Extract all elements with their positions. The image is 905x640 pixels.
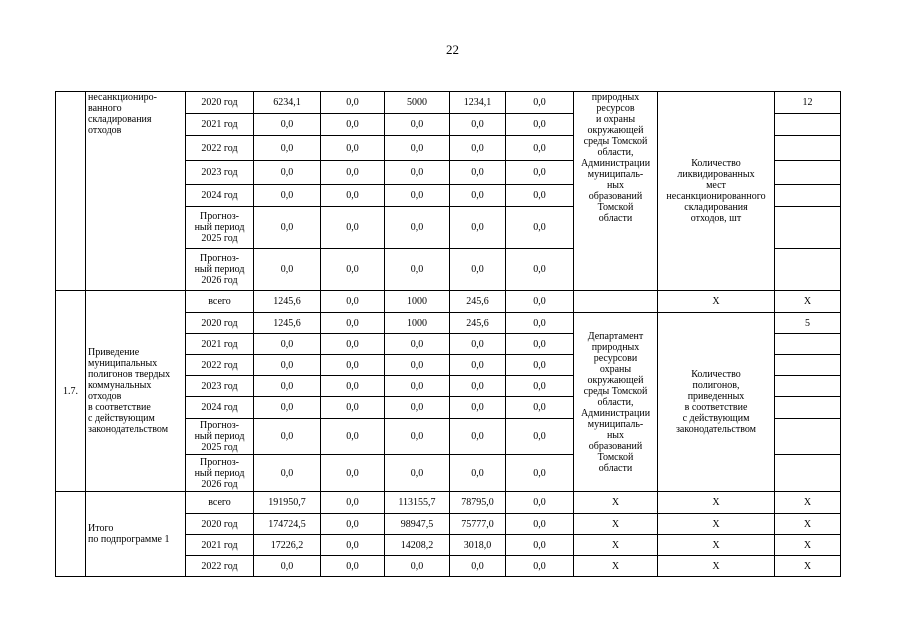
value-cell: 0,0 <box>506 556 574 577</box>
value-cell: 0,0 <box>450 455 506 492</box>
year-cell: всего <box>186 492 254 514</box>
year-cell: 2024 год <box>186 185 254 207</box>
value-cell: 0,0 <box>450 376 506 397</box>
indicator-value-cell <box>775 355 841 376</box>
item-name-cell: несанкциониро- ванного складирования отходов <box>86 92 186 291</box>
value-cell: 0,0 <box>385 334 450 355</box>
year-cell: Прогноз- ный период 2025 год <box>186 207 254 249</box>
value-cell: 0,0 <box>506 492 574 514</box>
value-cell: 0,0 <box>385 355 450 376</box>
value-cell: 0,0 <box>321 334 385 355</box>
year-cell: всего <box>186 291 254 313</box>
x-mark-cell: X <box>775 556 841 577</box>
year-cell: 2020 год <box>186 92 254 114</box>
value-cell: 0,0 <box>450 207 506 249</box>
value-cell: 0,0 <box>254 355 321 376</box>
value-cell: 0,0 <box>506 419 574 455</box>
year-cell: Прогноз- ный период 2026 год <box>186 455 254 492</box>
value-cell: 0,0 <box>321 185 385 207</box>
value-cell: 14208,2 <box>385 535 450 556</box>
value-cell: 0,0 <box>450 136 506 161</box>
page-number: 22 <box>446 42 459 57</box>
value-cell: 0,0 <box>506 535 574 556</box>
year-cell: Прогноз- ный период 2025 год <box>186 419 254 455</box>
value-cell: 0,0 <box>254 455 321 492</box>
indicator-value-cell <box>775 397 841 419</box>
year-cell: 2021 год <box>186 114 254 136</box>
value-cell: 174724,5 <box>254 514 321 535</box>
value-cell: 0,0 <box>321 376 385 397</box>
executor-cell: Департамент природных ресурсови охраны окружающей среды Томской области, Администрации муниципаль- ных образований Томской области <box>574 313 658 492</box>
value-cell: 0,0 <box>321 92 385 114</box>
value-cell: 0,0 <box>450 249 506 291</box>
value-cell: 0,0 <box>321 397 385 419</box>
value-cell: 113155,7 <box>385 492 450 514</box>
value-cell: 0,0 <box>506 514 574 535</box>
value-cell: 0,0 <box>321 355 385 376</box>
value-cell: 0,0 <box>385 455 450 492</box>
value-cell: 17226,2 <box>254 535 321 556</box>
value-cell: 0,0 <box>321 419 385 455</box>
indicator-value-cell: 12 <box>775 92 841 114</box>
x-mark-cell: X <box>658 514 775 535</box>
value-cell: 0,0 <box>254 334 321 355</box>
value-cell: 245,6 <box>450 291 506 313</box>
value-cell: 78795,0 <box>450 492 506 514</box>
value-cell: 1245,6 <box>254 291 321 313</box>
value-cell: 0,0 <box>506 114 574 136</box>
value-cell: 245,6 <box>450 313 506 334</box>
indicator-value-cell: X <box>775 291 841 313</box>
indicator-value-cell <box>775 161 841 185</box>
budget-table <box>55 91 841 577</box>
item-name-cell: Итого по подпрограмме 1 <box>86 492 186 577</box>
value-cell: 0,0 <box>385 419 450 455</box>
year-cell: 2021 год <box>186 535 254 556</box>
value-cell: 0,0 <box>506 355 574 376</box>
value-cell: 75777,0 <box>450 514 506 535</box>
year-cell: 2020 год <box>186 514 254 535</box>
value-cell: 98947,5 <box>385 514 450 535</box>
x-mark-cell: X <box>574 556 658 577</box>
value-cell: 0,0 <box>385 249 450 291</box>
value-cell: 0,0 <box>321 514 385 535</box>
value-cell: 0,0 <box>385 136 450 161</box>
table-row <box>56 492 841 514</box>
value-cell: 0,0 <box>450 355 506 376</box>
value-cell: 0,0 <box>321 161 385 185</box>
x-mark-cell: X <box>658 535 775 556</box>
value-cell: 0,0 <box>506 291 574 313</box>
item-name-cell: Приведение муниципальных полигонов твердых коммунальных отходов в соответствие с действующим законодательством <box>86 291 186 492</box>
x-mark-cell: X <box>775 492 841 514</box>
value-cell: 0,0 <box>506 136 574 161</box>
value-cell: 1000 <box>385 291 450 313</box>
value-cell: 0,0 <box>254 376 321 397</box>
indicator-cell: Количество ликвидированных мест несанкционированного складирования отходов, шт <box>658 92 775 291</box>
year-cell: 2023 год <box>186 376 254 397</box>
indicator-value-cell <box>775 114 841 136</box>
value-cell: 6234,1 <box>254 92 321 114</box>
x-mark-cell: X <box>658 291 775 313</box>
value-cell: 0,0 <box>321 136 385 161</box>
value-cell: 0,0 <box>254 397 321 419</box>
indicator-value-cell <box>775 376 841 397</box>
value-cell: 0,0 <box>506 313 574 334</box>
value-cell: 0,0 <box>506 185 574 207</box>
value-cell: 5000 <box>385 92 450 114</box>
value-cell: 0,0 <box>506 334 574 355</box>
value-cell: 0,0 <box>506 207 574 249</box>
value-cell: 0,0 <box>321 492 385 514</box>
value-cell: 1234,1 <box>450 92 506 114</box>
value-cell: 0,0 <box>450 556 506 577</box>
table-row <box>56 92 841 114</box>
value-cell: 0,0 <box>506 397 574 419</box>
value-cell: 0,0 <box>254 249 321 291</box>
value-cell: 0,0 <box>506 92 574 114</box>
indicator-value-cell <box>775 207 841 249</box>
value-cell: 0,0 <box>321 291 385 313</box>
indicator-value-cell <box>775 455 841 492</box>
value-cell: 0,0 <box>450 114 506 136</box>
x-mark-cell: X <box>775 535 841 556</box>
value-cell: 0,0 <box>450 334 506 355</box>
value-cell: 0,0 <box>321 249 385 291</box>
year-cell: 2023 год <box>186 161 254 185</box>
indicator-value-cell <box>775 136 841 161</box>
value-cell: 0,0 <box>321 556 385 577</box>
value-cell: 0,0 <box>254 556 321 577</box>
value-cell: 0,0 <box>254 114 321 136</box>
value-cell: 1245,6 <box>254 313 321 334</box>
indicator-value-cell <box>775 419 841 455</box>
value-cell: 0,0 <box>385 376 450 397</box>
value-cell: 0,0 <box>254 136 321 161</box>
value-cell: 0,0 <box>506 249 574 291</box>
item-number-cell <box>56 492 86 577</box>
indicator-value-cell <box>775 249 841 291</box>
value-cell: 1000 <box>385 313 450 334</box>
year-cell: Прогноз- ный период 2026 год <box>186 249 254 291</box>
value-cell: 0,0 <box>321 455 385 492</box>
value-cell: 0,0 <box>321 114 385 136</box>
year-cell: 2020 год <box>186 313 254 334</box>
value-cell: 0,0 <box>385 556 450 577</box>
value-cell: 0,0 <box>254 185 321 207</box>
x-mark-cell: X <box>574 514 658 535</box>
year-cell: 2022 год <box>186 556 254 577</box>
value-cell: 0,0 <box>321 313 385 334</box>
executor-cell: природных ресурсов и охраны окружающей среды Томской области, Администрации муниципаль- ных образований Томской области <box>574 92 658 291</box>
item-number-cell <box>56 92 86 291</box>
x-mark-cell: X <box>658 492 775 514</box>
value-cell: 0,0 <box>254 419 321 455</box>
value-cell: 0,0 <box>385 207 450 249</box>
value-cell: 0,0 <box>321 207 385 249</box>
value-cell: 0,0 <box>385 397 450 419</box>
value-cell: 0,0 <box>385 161 450 185</box>
value-cell: 3018,0 <box>450 535 506 556</box>
value-cell: 0,0 <box>506 161 574 185</box>
value-cell: 0,0 <box>254 161 321 185</box>
value-cell: 191950,7 <box>254 492 321 514</box>
value-cell: 0,0 <box>254 207 321 249</box>
indicator-value-cell <box>775 334 841 355</box>
x-mark-cell: X <box>658 556 775 577</box>
value-cell: 0,0 <box>506 455 574 492</box>
indicator-value-cell: 5 <box>775 313 841 334</box>
year-cell: 2024 год <box>186 397 254 419</box>
executor-cell <box>574 291 658 313</box>
value-cell: 0,0 <box>450 185 506 207</box>
value-cell: 0,0 <box>450 161 506 185</box>
table-row <box>56 291 841 313</box>
x-mark-cell: X <box>775 514 841 535</box>
item-number-cell: 1.7. <box>56 291 86 492</box>
year-cell: 2022 год <box>186 355 254 376</box>
year-cell: 2021 год <box>186 334 254 355</box>
value-cell: 0,0 <box>385 185 450 207</box>
value-cell: 0,0 <box>450 397 506 419</box>
value-cell: 0,0 <box>450 419 506 455</box>
indicator-cell: Количество полигонов, приведенных в соответствие с действующим законодательством <box>658 313 775 492</box>
x-mark-cell: X <box>574 492 658 514</box>
value-cell: 0,0 <box>506 376 574 397</box>
indicator-value-cell <box>775 185 841 207</box>
value-cell: 0,0 <box>385 114 450 136</box>
year-cell: 2022 год <box>186 136 254 161</box>
value-cell: 0,0 <box>321 535 385 556</box>
x-mark-cell: X <box>574 535 658 556</box>
